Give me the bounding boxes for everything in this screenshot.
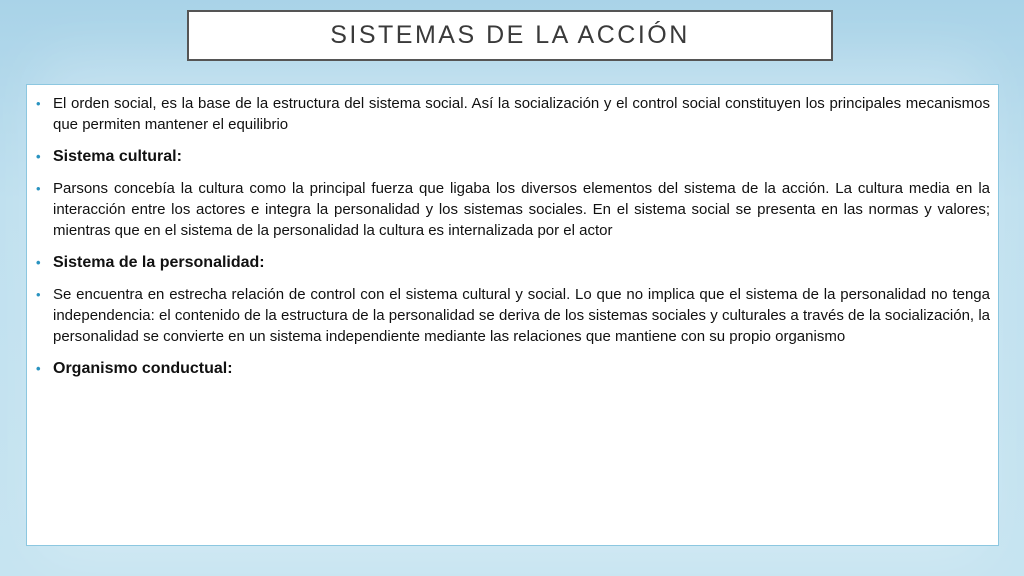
bullet-list xyxy=(34,93,990,379)
bullet-text: Sistema cultural: xyxy=(53,148,182,165)
slide-title: SISTEMAS DE LA ACCIÓN xyxy=(330,21,690,49)
bullet-dot-icon: • xyxy=(36,96,41,111)
bullet-heading xyxy=(34,146,990,167)
bullet-heading xyxy=(34,358,990,379)
bullet-dot-icon: • xyxy=(36,287,41,302)
bullet-text: Parsons concebía la cultura como la principal fuerza que ligaba los diversos elementos del sistema de la acción. La cultura media en la interacción entre los actores e integra la personalidad y los sistemas sociales. En el sistema social se presenta en las normas y valores; mientras que en el sistema de la personalidad la cultura es internalizada por el actor xyxy=(53,180,990,239)
bullet-text: El orden social, es la base de la estructura del sistema social. Así la socialización y el control social constituyen los principales mecanismos que permiten mantener el equilibrio xyxy=(53,95,990,133)
bullet-dot-icon: • xyxy=(36,255,41,270)
bullet-text: Sistema de la personalidad: xyxy=(53,254,265,271)
bullet-dot-icon: • xyxy=(36,361,41,376)
bullet-text: Organismo conductual: xyxy=(53,360,233,377)
title-box xyxy=(187,10,833,61)
bullet-text: Se encuentra en estrecha relación de control con el sistema cultural y social. Lo que no implica que el sistema de la personalidad no tenga independencia: el contenido de la estructura de la personalidad se deriva de los sistemas sociales y culturales a través de la socialización, la personalidad se convierte en un sistema independiente mediante las relaciones que mantiene con su propio organismo xyxy=(53,286,990,345)
bullet-dot-icon: • xyxy=(36,149,41,164)
bullet-item xyxy=(34,178,990,241)
bullet-heading xyxy=(34,252,990,273)
bullet-dot-icon: • xyxy=(36,181,41,196)
bullet-item xyxy=(34,93,990,135)
bullet-item xyxy=(34,284,990,347)
content-box xyxy=(26,84,999,546)
